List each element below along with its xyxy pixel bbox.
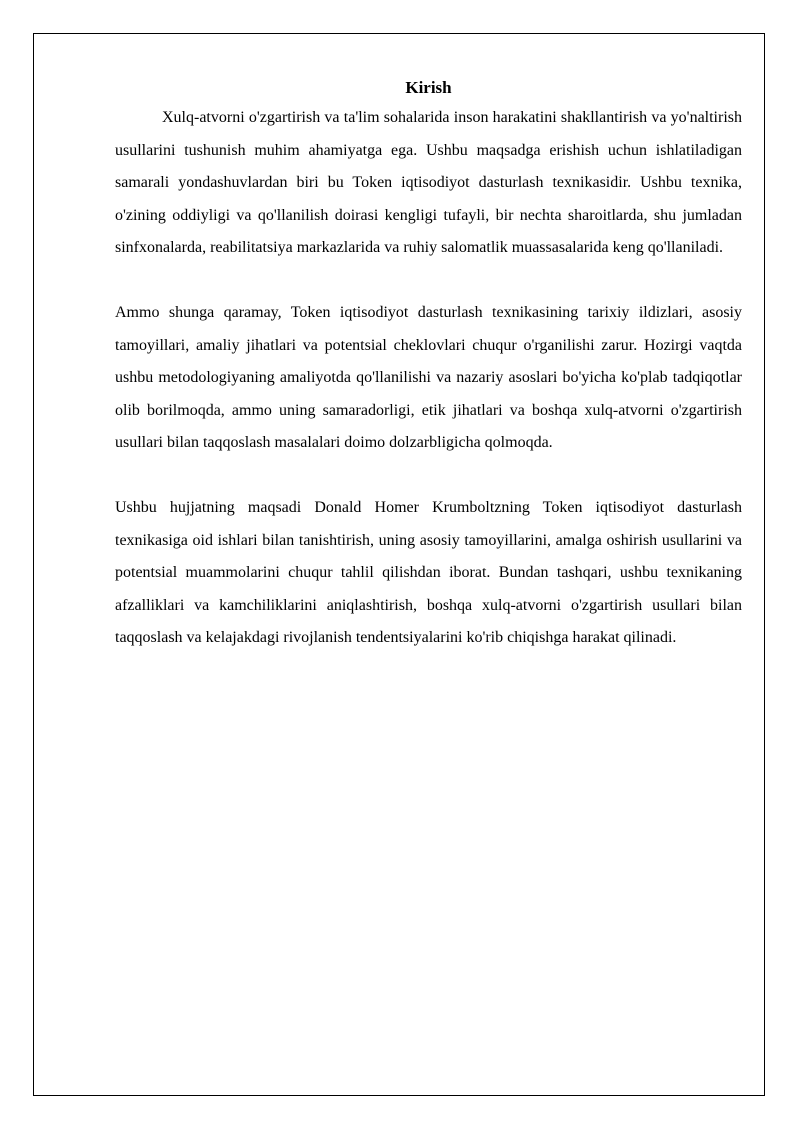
paragraph-spacer bbox=[115, 265, 742, 298]
paragraph-3: Ushbu hujjatning maqsadi Donald Homer Krumboltzning Token iqtisodiyot dasturlash texnikasiga oid ishlari bilan tanishtirish, uning asosiy tamoyillarini, amalga oshirish usullarini va potentsial muammolarini chuqur tahlil qilishdan iborat. Bundan tashqari, ushbu texnikaning afzalliklari va kamchiliklarini aniqlashtirish, boshqa xulq-atvorni o'zgartirish usullari bilan taqqoslash va kelajakdagi rivojlanish tendentsiyalarini ko'rib chiqishga harakat qilinadi. bbox=[115, 499, 742, 646]
paragraph-1: Xulq-atvorni o'zgartirish va ta'lim sohalarida inson harakatini shakllantirish va yo'naltirish usullarini tushunish muhim ahamiyatga ega. Ushbu maqsadga erishish uchun ishlatiladigan samarali yondashuvlardan biri bu Token iqtisodiyot dasturlash texnikasidir. Ushbu texnika, o'zining oddiyligi va qo'llanilish doirasi kengligi tufayli, bir nechta sharoitlarda, shu jumladan sinfxonalarda, reabilitatsiya markazlarida va ruhiy salomatlik muassasalarida keng qo'llaniladi. bbox=[115, 109, 742, 256]
section-title: Kirish bbox=[405, 78, 452, 97]
document-body bbox=[115, 74, 742, 655]
paragraph-spacer bbox=[115, 460, 742, 493]
paragraph-2: Ammo shunga qaramay, Token iqtisodiyot dasturlash texnikasining tarixiy ildizlari, asosiy tamoyillari, amaliy jihatlari va potentsial cheklovlari chuqur o'rganilishi zarur. Hozirgi vaqtda ushbu metodologiyaning amaliyotda qo'llanilishi va nazariy asoslari bo'yicha ko'plab tadqiqotlar olib borilmoqda, ammo uning samaradorligi, etik jihatlari va boshqa xulq-atvorni o'zgartirish usullari bilan taqqoslash masalalari doimo dolzarbligicha qolmoqda. bbox=[115, 304, 742, 451]
